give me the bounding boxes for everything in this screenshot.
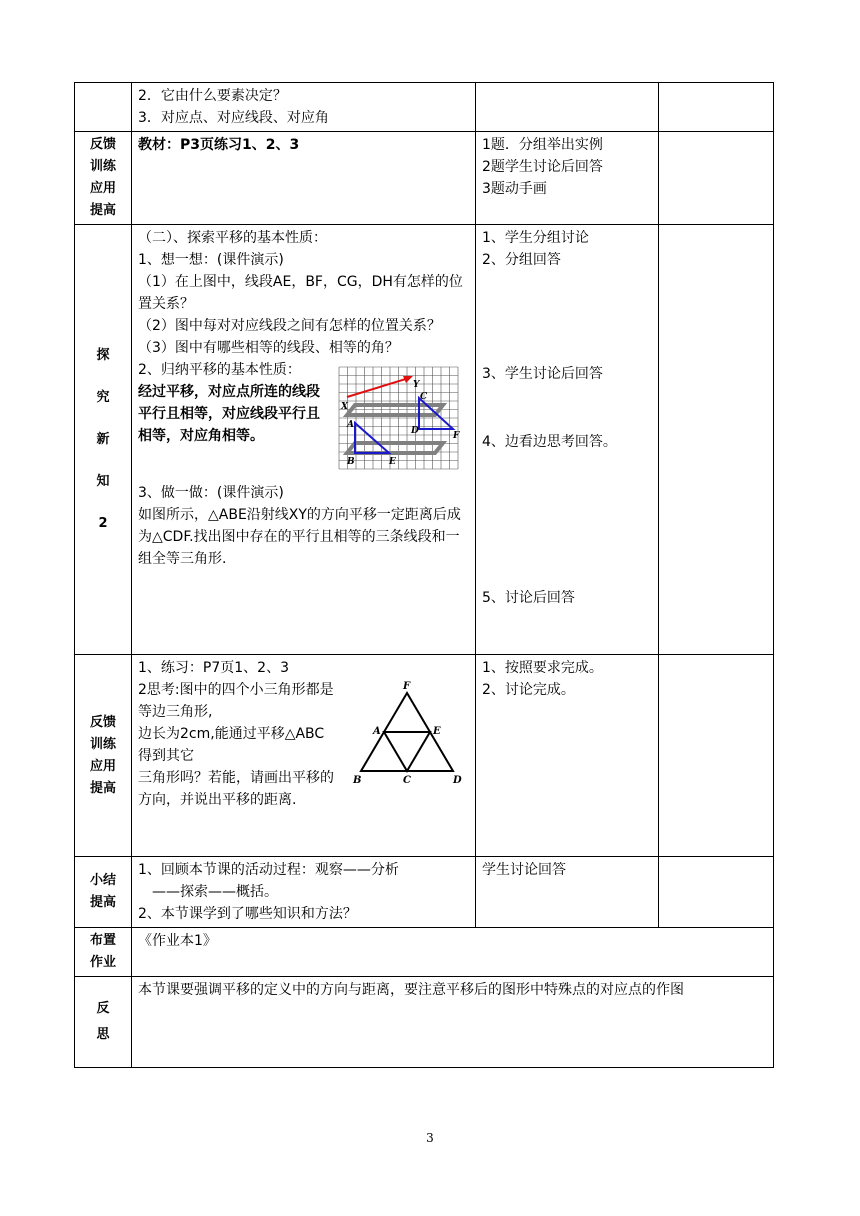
table-row xyxy=(75,977,774,1068)
triangle-abe xyxy=(355,423,389,453)
band-shape xyxy=(347,443,443,453)
text-line: 3．对应点、对应线段、对应角 xyxy=(138,110,329,126)
point-label: C xyxy=(420,392,428,402)
text-line: 本节课要强调平移的定义中的方向与距离，要注意平移后的图形中特殊点的对应点的作图 xyxy=(138,982,684,998)
student-line: 2、讨论完成。 xyxy=(482,682,575,698)
reflection-cell xyxy=(132,977,774,1068)
label-line: 提高 xyxy=(89,203,116,218)
point-label: Y xyxy=(413,380,420,390)
text-line: 1、想一想：(课件演示) xyxy=(138,252,284,268)
point-label: C xyxy=(403,775,411,786)
student-line: 1、学生分组讨论 xyxy=(482,230,589,246)
point-label: E xyxy=(389,457,396,467)
table-row xyxy=(75,132,774,225)
table-row xyxy=(75,83,774,132)
row-label xyxy=(75,928,132,977)
table-row xyxy=(75,225,774,655)
student-line: 1、按照要求完成。 xyxy=(482,660,603,676)
text-line: 《作业本1》 xyxy=(138,933,217,949)
inner-triangle xyxy=(384,732,430,771)
note-cell xyxy=(659,225,774,655)
property-statement: 经过平移，对应点所连的线段平行且相等，对应线段平行且相等，对应角相等。 xyxy=(138,384,320,444)
label-line: 布置 xyxy=(89,933,116,948)
label-line: 反馈 xyxy=(89,714,116,730)
point-label: E xyxy=(433,726,441,737)
text-line: （2）图中每对对应线段之间有怎样的位置关系？ xyxy=(138,318,441,334)
text-line: 2、归纳平移的基本性质： xyxy=(138,362,301,378)
text-line: 2、本节课学到了哪些知识和方法？ xyxy=(138,906,357,922)
label-line: 训练 xyxy=(89,736,116,752)
label-line: 作业 xyxy=(89,955,116,970)
label-line: 探 xyxy=(96,347,110,363)
student-line: 2题学生讨论后回答 xyxy=(482,159,603,175)
student-line: 4、边看边思考回答。 xyxy=(482,434,617,450)
content-cell xyxy=(132,225,476,655)
student-cell xyxy=(476,225,659,655)
text-line: 1、回顾本节课的活动过程：观察——分析 xyxy=(138,862,399,878)
student-cell xyxy=(476,83,659,132)
point-label: B xyxy=(353,775,362,786)
text-line: 1、练习：P7页1、2、3 xyxy=(138,660,289,676)
student-cell xyxy=(476,132,659,225)
point-label: D xyxy=(411,426,419,436)
label-line: 新 xyxy=(96,431,110,447)
label-line: 反 xyxy=(96,1001,110,1016)
label-line: 究 xyxy=(96,389,110,405)
text-line: 三角形吗？若能，请画出平移的方向，并说出平移的距离. xyxy=(138,770,334,808)
point-label: D xyxy=(453,775,462,786)
point-label: F xyxy=(453,431,460,441)
label-line: 思 xyxy=(96,1027,110,1042)
label-line: 知 xyxy=(96,473,110,489)
text-line: （二）、探索平移的基本性质： xyxy=(138,230,327,246)
lesson-plan-table xyxy=(74,82,774,1068)
label-line: 反馈 xyxy=(89,137,116,152)
text-line: 如图所示，△ABE沿射线XY的方向平移一定距离后成为△CDF.找出图中存在的平行且相等的三条线段和一组全等三角形. xyxy=(138,507,461,567)
content-cell xyxy=(132,83,476,132)
content-cell xyxy=(132,132,476,225)
text-line: （1）在上图中，线段AE，BF，CG，DH有怎样的位置关系？ xyxy=(138,274,463,312)
row-label xyxy=(75,83,132,132)
translation-grid-figure xyxy=(335,363,467,475)
label-line: 提高 xyxy=(89,780,116,796)
text-line: 2．它由什么要素决定？ xyxy=(138,88,287,104)
note-cell xyxy=(659,655,774,857)
point-label: B xyxy=(347,457,355,467)
row-label xyxy=(75,977,132,1068)
student-cell xyxy=(476,857,659,928)
student-line: 3、学生讨论后回答 xyxy=(482,366,603,382)
point-label: X xyxy=(341,402,348,412)
text-line: 3、做一做：(课件演示) xyxy=(138,485,284,501)
exercise-block xyxy=(138,657,469,811)
note-cell xyxy=(659,857,774,928)
label-line: 应用 xyxy=(89,758,116,774)
text-line: （3）图中有哪些相等的线段、相等的角？ xyxy=(138,340,399,356)
table-row xyxy=(75,928,774,977)
student-line: 5、讨论后回答 xyxy=(482,590,575,606)
label-line: 小结 xyxy=(89,873,116,888)
student-line: 3题动手画 xyxy=(482,181,547,197)
content-cell xyxy=(132,857,476,928)
student-line: 学生讨论回答 xyxy=(482,862,566,878)
label-line: 提高 xyxy=(89,895,116,910)
property-block xyxy=(138,359,469,482)
row-label xyxy=(75,655,132,857)
label-line: 应用 xyxy=(89,181,116,196)
student-line: 1题．分组举出实例 xyxy=(482,137,603,153)
arrow-head-icon xyxy=(403,376,413,383)
student-line: 2、分组回答 xyxy=(482,252,561,268)
text-line: 2思考:图中的四个小三角形都是等边三角形, xyxy=(138,682,334,720)
note-cell xyxy=(659,132,774,225)
text-line: ——探索——概括。 xyxy=(152,884,278,900)
text-line: 边长为2cm,能通过平移△ABC得到其它 xyxy=(138,726,325,764)
content-cell xyxy=(132,655,476,857)
point-label: A xyxy=(373,726,381,737)
table-row xyxy=(75,655,774,857)
row-label xyxy=(75,132,132,225)
label-line: 2 xyxy=(98,515,108,531)
row-label xyxy=(75,857,132,928)
note-cell xyxy=(659,83,774,132)
page-number: 3 xyxy=(426,1131,434,1145)
equilateral-triangles-figure xyxy=(349,679,469,789)
point-label: A xyxy=(347,420,354,430)
student-cell xyxy=(476,655,659,857)
point-label: F xyxy=(403,681,411,692)
text-line: 教材：P3页练习1、2、3 xyxy=(138,137,300,153)
row-label xyxy=(75,225,132,655)
table-row xyxy=(75,857,774,928)
homework-cell xyxy=(132,928,774,977)
label-line: 训练 xyxy=(89,159,116,174)
